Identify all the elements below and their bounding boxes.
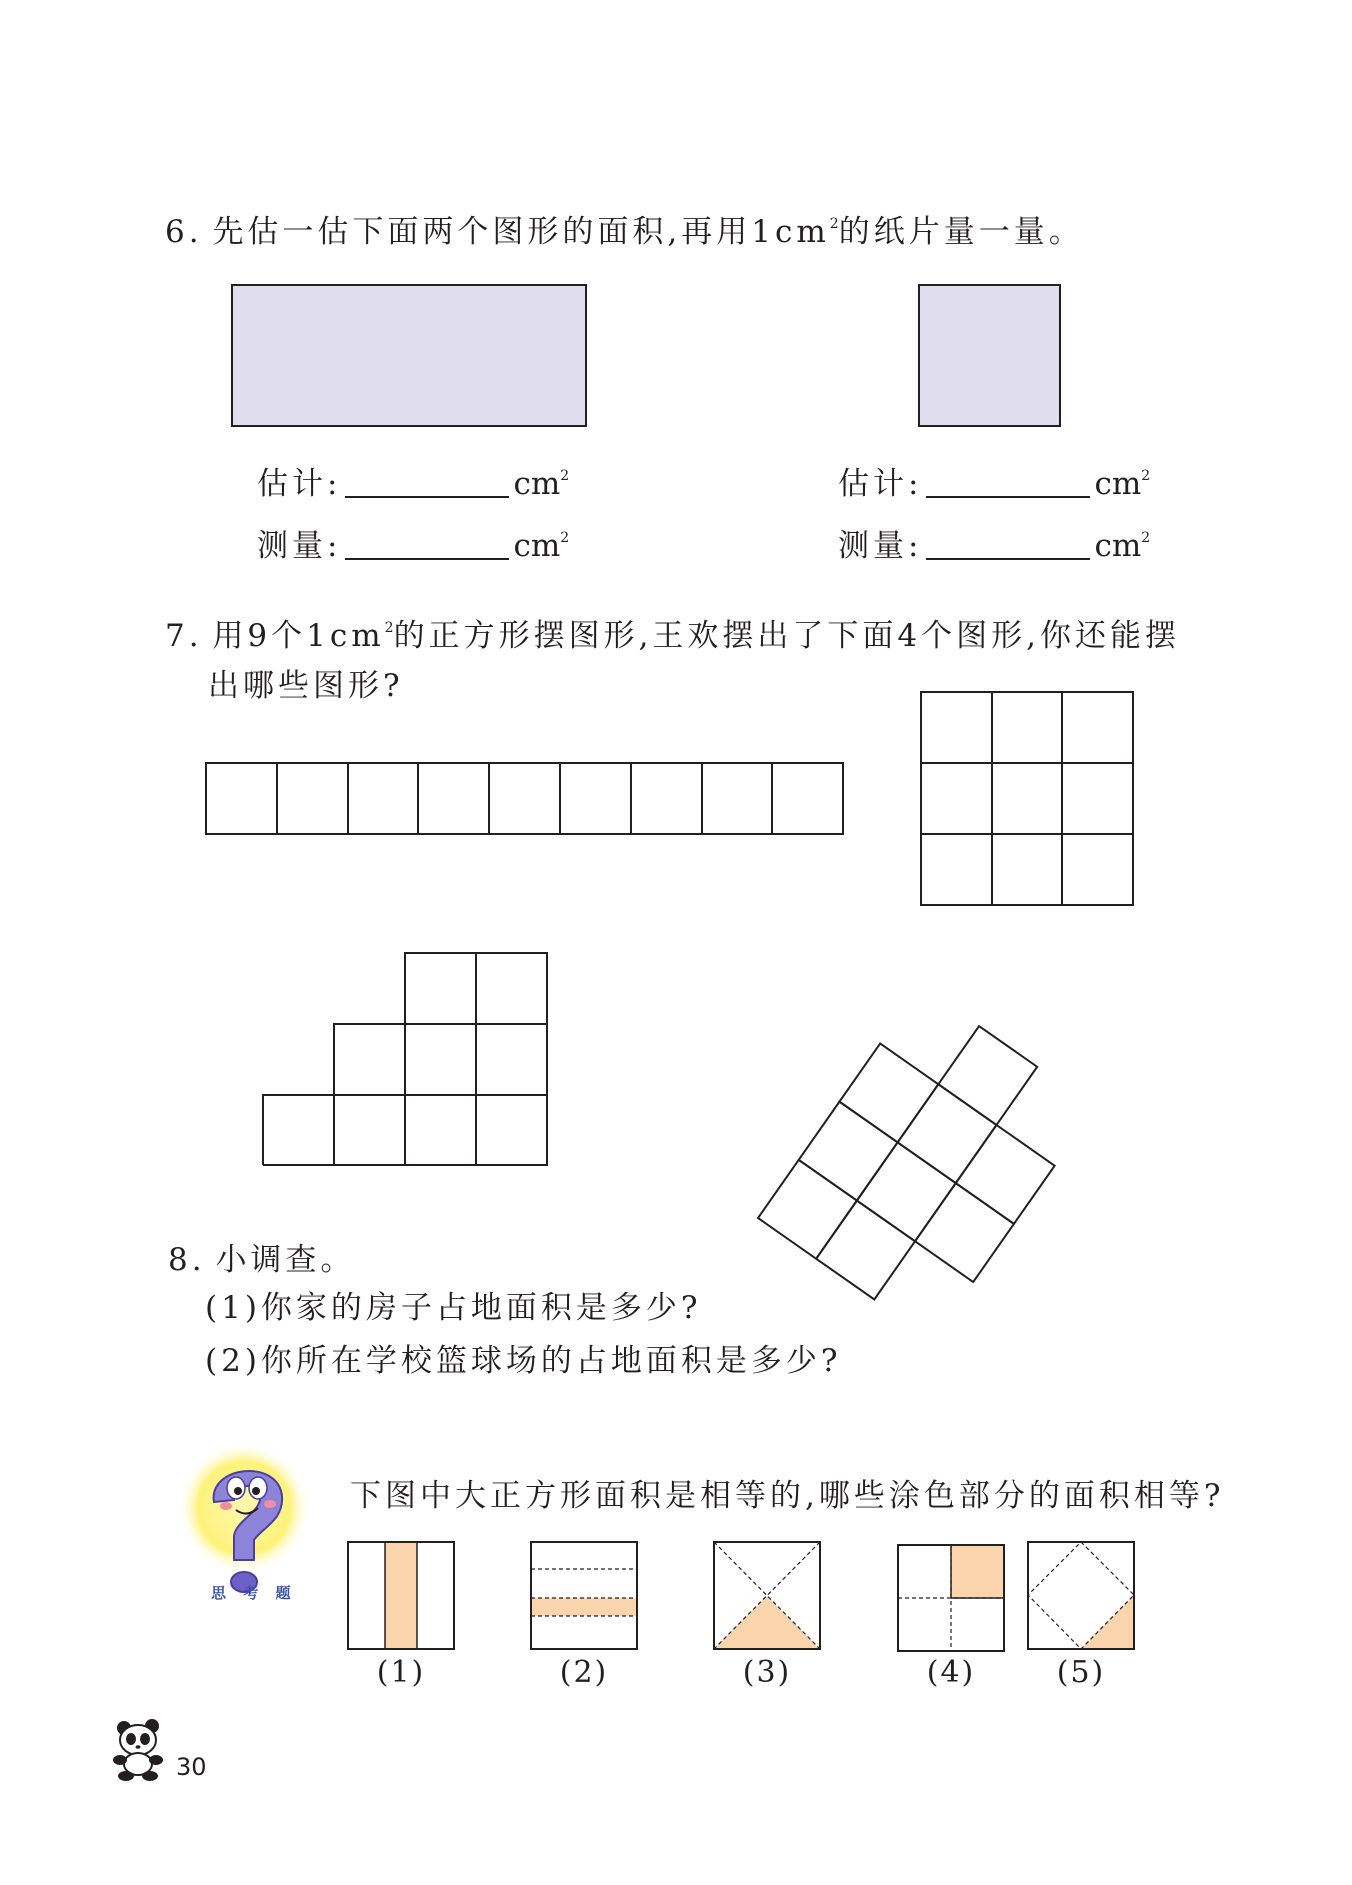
q6-rectangle-shape [232, 285, 586, 426]
q7-shape-row [206, 763, 843, 834]
q6-number: 6. [165, 214, 203, 250]
answer-blank[interactable] [926, 466, 1090, 498]
figure-caption-5: (5) [1056, 1655, 1106, 1690]
q6-left-measure: 测量: $cm^2$ [257, 528, 570, 564]
answer-blank[interactable] [926, 528, 1090, 560]
figure-caption-3: (3) [742, 1655, 792, 1690]
panda-icon [110, 1718, 170, 1782]
q6-square-shape [919, 285, 1060, 426]
answer-blank[interactable] [345, 528, 509, 560]
think-figure-1 [348, 1542, 454, 1649]
answer-blank[interactable] [345, 466, 509, 498]
q7-shape-staircase [263, 953, 547, 1165]
figure-caption-1: (1) [376, 1655, 426, 1690]
q6-right-estimate: 估计: $cm^2$ [838, 466, 1151, 502]
page-number: 30 [176, 1753, 207, 1781]
think-figure-2 [531, 1542, 637, 1649]
q8-number: 8. [168, 1242, 206, 1278]
thinking-label: 思 考 题 [211, 1584, 297, 1602]
figure-caption-4: (4) [926, 1655, 976, 1690]
q7-number: 7. [165, 618, 203, 654]
think-figure-4 [898, 1545, 1004, 1651]
q6-right-measure: 测量: $cm^2$ [838, 528, 1151, 564]
q7-shape-rotated [758, 985, 1095, 1340]
q6-text: 6. 先估一估下面两个图形的面积,再用$1cm^2$的纸片量一量。 [165, 214, 1084, 250]
q7-text-line1: 7. 用9个$1cm^2$的正方形摆图形,王欢摆出了下面4个图形,你还能摆 [165, 618, 1181, 654]
q7-text-line2: 出哪些图形? [208, 668, 404, 704]
think-figure-5 [1028, 1542, 1134, 1649]
q7-shape-square [921, 692, 1133, 905]
thinking-question: 下图中大正方形面积是相等的,哪些涂色部分的面积相等? [350, 1478, 1225, 1514]
figure-caption-2: (2) [559, 1655, 609, 1690]
q8-item-2: (2)你所在学校篮球场的占地面积是多少? [205, 1343, 842, 1379]
q6-left-estimate: 估计: $cm^2$ [257, 466, 570, 502]
q8-title: 8. 小调查。 [168, 1242, 356, 1278]
think-figure-3 [714, 1542, 820, 1649]
q8-item-1: (1)你家的房子占地面积是多少? [205, 1290, 702, 1326]
